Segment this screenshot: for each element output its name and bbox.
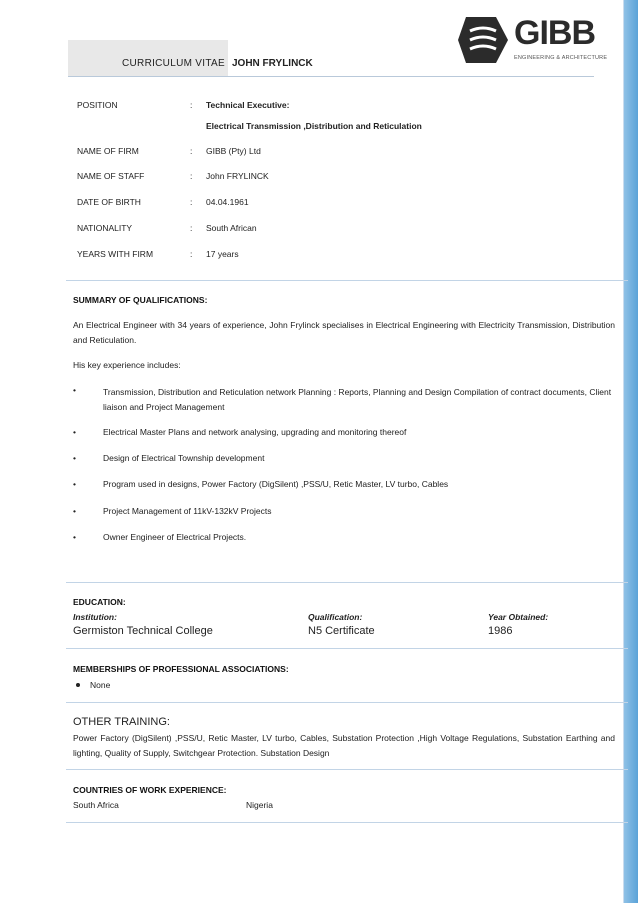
side-accent-band — [624, 0, 638, 903]
years-value: 17 years — [206, 249, 239, 259]
memberships-title: MEMBERSHIPS OF PROFESSIONAL ASSOCIATIONS: — [73, 664, 289, 674]
section-divider — [66, 702, 628, 703]
qualification-value: N5 Certificate — [308, 625, 375, 637]
colon: : — [190, 171, 193, 181]
institution-value: Germiston Technical College — [73, 625, 213, 637]
section-divider — [66, 582, 628, 583]
colon: : — [190, 100, 193, 110]
section-divider — [66, 822, 628, 823]
firm-label: NAME OF FIRM — [77, 146, 139, 156]
dob-label: DATE OF BIRTH — [77, 197, 141, 207]
year-heading: Year Obtained: — [488, 612, 549, 622]
cv-name: JOHN FRYLINCK — [232, 58, 313, 69]
membership-item: None — [90, 680, 111, 690]
institution-heading: Institution: — [73, 612, 117, 622]
colon: : — [190, 223, 193, 233]
logo-wordmark: GIBB — [514, 14, 595, 52]
list-item: Design of Electrical Township development — [103, 453, 265, 463]
colon: : — [190, 146, 193, 156]
education-title: EDUCATION: — [73, 597, 126, 607]
position-value-line2: Electrical Transmission ,Distribution and Reticulation — [206, 121, 422, 131]
other-training-title: OTHER TRAINING: — [73, 716, 170, 728]
bullet-marker: • — [73, 427, 76, 437]
cv-title: CURRICULUM VITAE — [122, 58, 225, 69]
logo-tagline: ENGINEERING & ARCHITECTURE — [514, 55, 608, 61]
position-value-line1: Technical Executive: — [206, 100, 290, 110]
other-training-text: Power Factory (DigSilent) ,PSS/U, Retic Master, LV turbo, Cables, Substation Protection ,High Voltage Regulations, Substation Earthing and lighting, Quality of Supply, Switchgear Protection. Substation Design — [73, 733, 615, 758]
bullet-marker: • — [73, 532, 76, 542]
staff-value: John FRYLINCK — [206, 171, 269, 181]
bullet-marker: • — [73, 453, 76, 463]
qualification-heading: Qualification: — [308, 612, 363, 622]
section-divider — [66, 280, 628, 281]
nationality-label: NATIONALITY — [77, 223, 133, 233]
list-item: Project Management of 11kV-132kV Projects — [103, 506, 272, 516]
country-item: Nigeria — [246, 800, 273, 810]
countries-title: COUNTRIES OF WORK EXPERIENCE: — [73, 785, 227, 795]
bullet-marker: • — [73, 506, 76, 516]
dob-value: 04.04.1961 — [206, 197, 249, 207]
list-item: Electrical Master Plans and network analysing, upgrading and monitoring thereof — [103, 427, 407, 437]
list-item: Program used in designs, Power Factory (DigSilent) ,PSS/U, Retic Master, LV turbo, Cables — [103, 479, 449, 489]
year-value: 1986 — [488, 625, 513, 637]
nationality-value: South African — [206, 223, 257, 233]
bullet-dot-icon — [76, 683, 80, 687]
bullet-marker: • — [73, 385, 76, 395]
section-divider — [66, 648, 628, 649]
colon: : — [190, 197, 193, 207]
list-item: Owner Engineer of Electrical Projects. — [103, 532, 247, 542]
key-experience-label: His key experience includes: — [73, 360, 181, 370]
header-divider — [68, 76, 594, 77]
list-item: Transmission, Distribution and Reticulation network Planning : Reports, Planning and Design Compilation of contract documents, Client liaison and Project Management — [103, 387, 612, 412]
gibb-logo-icon — [456, 15, 510, 65]
summary-title: SUMMARY OF QUALIFICATIONS: — [73, 295, 208, 305]
years-label: YEARS WITH FIRM — [77, 249, 154, 259]
summary-intro: An Electrical Engineer with 34 years of experience, John Frylinck specialises in Electrical Engineering with Electricity Transmission, Distribution and Reticulation. — [73, 320, 615, 345]
country-item: South Africa — [73, 800, 119, 810]
colon: : — [190, 249, 193, 259]
position-label: POSITION — [77, 100, 118, 110]
firm-value: GIBB (Pty) Ltd — [206, 146, 261, 156]
staff-label: NAME OF STAFF — [77, 171, 145, 181]
section-divider — [66, 769, 628, 770]
bullet-marker: • — [73, 479, 76, 489]
